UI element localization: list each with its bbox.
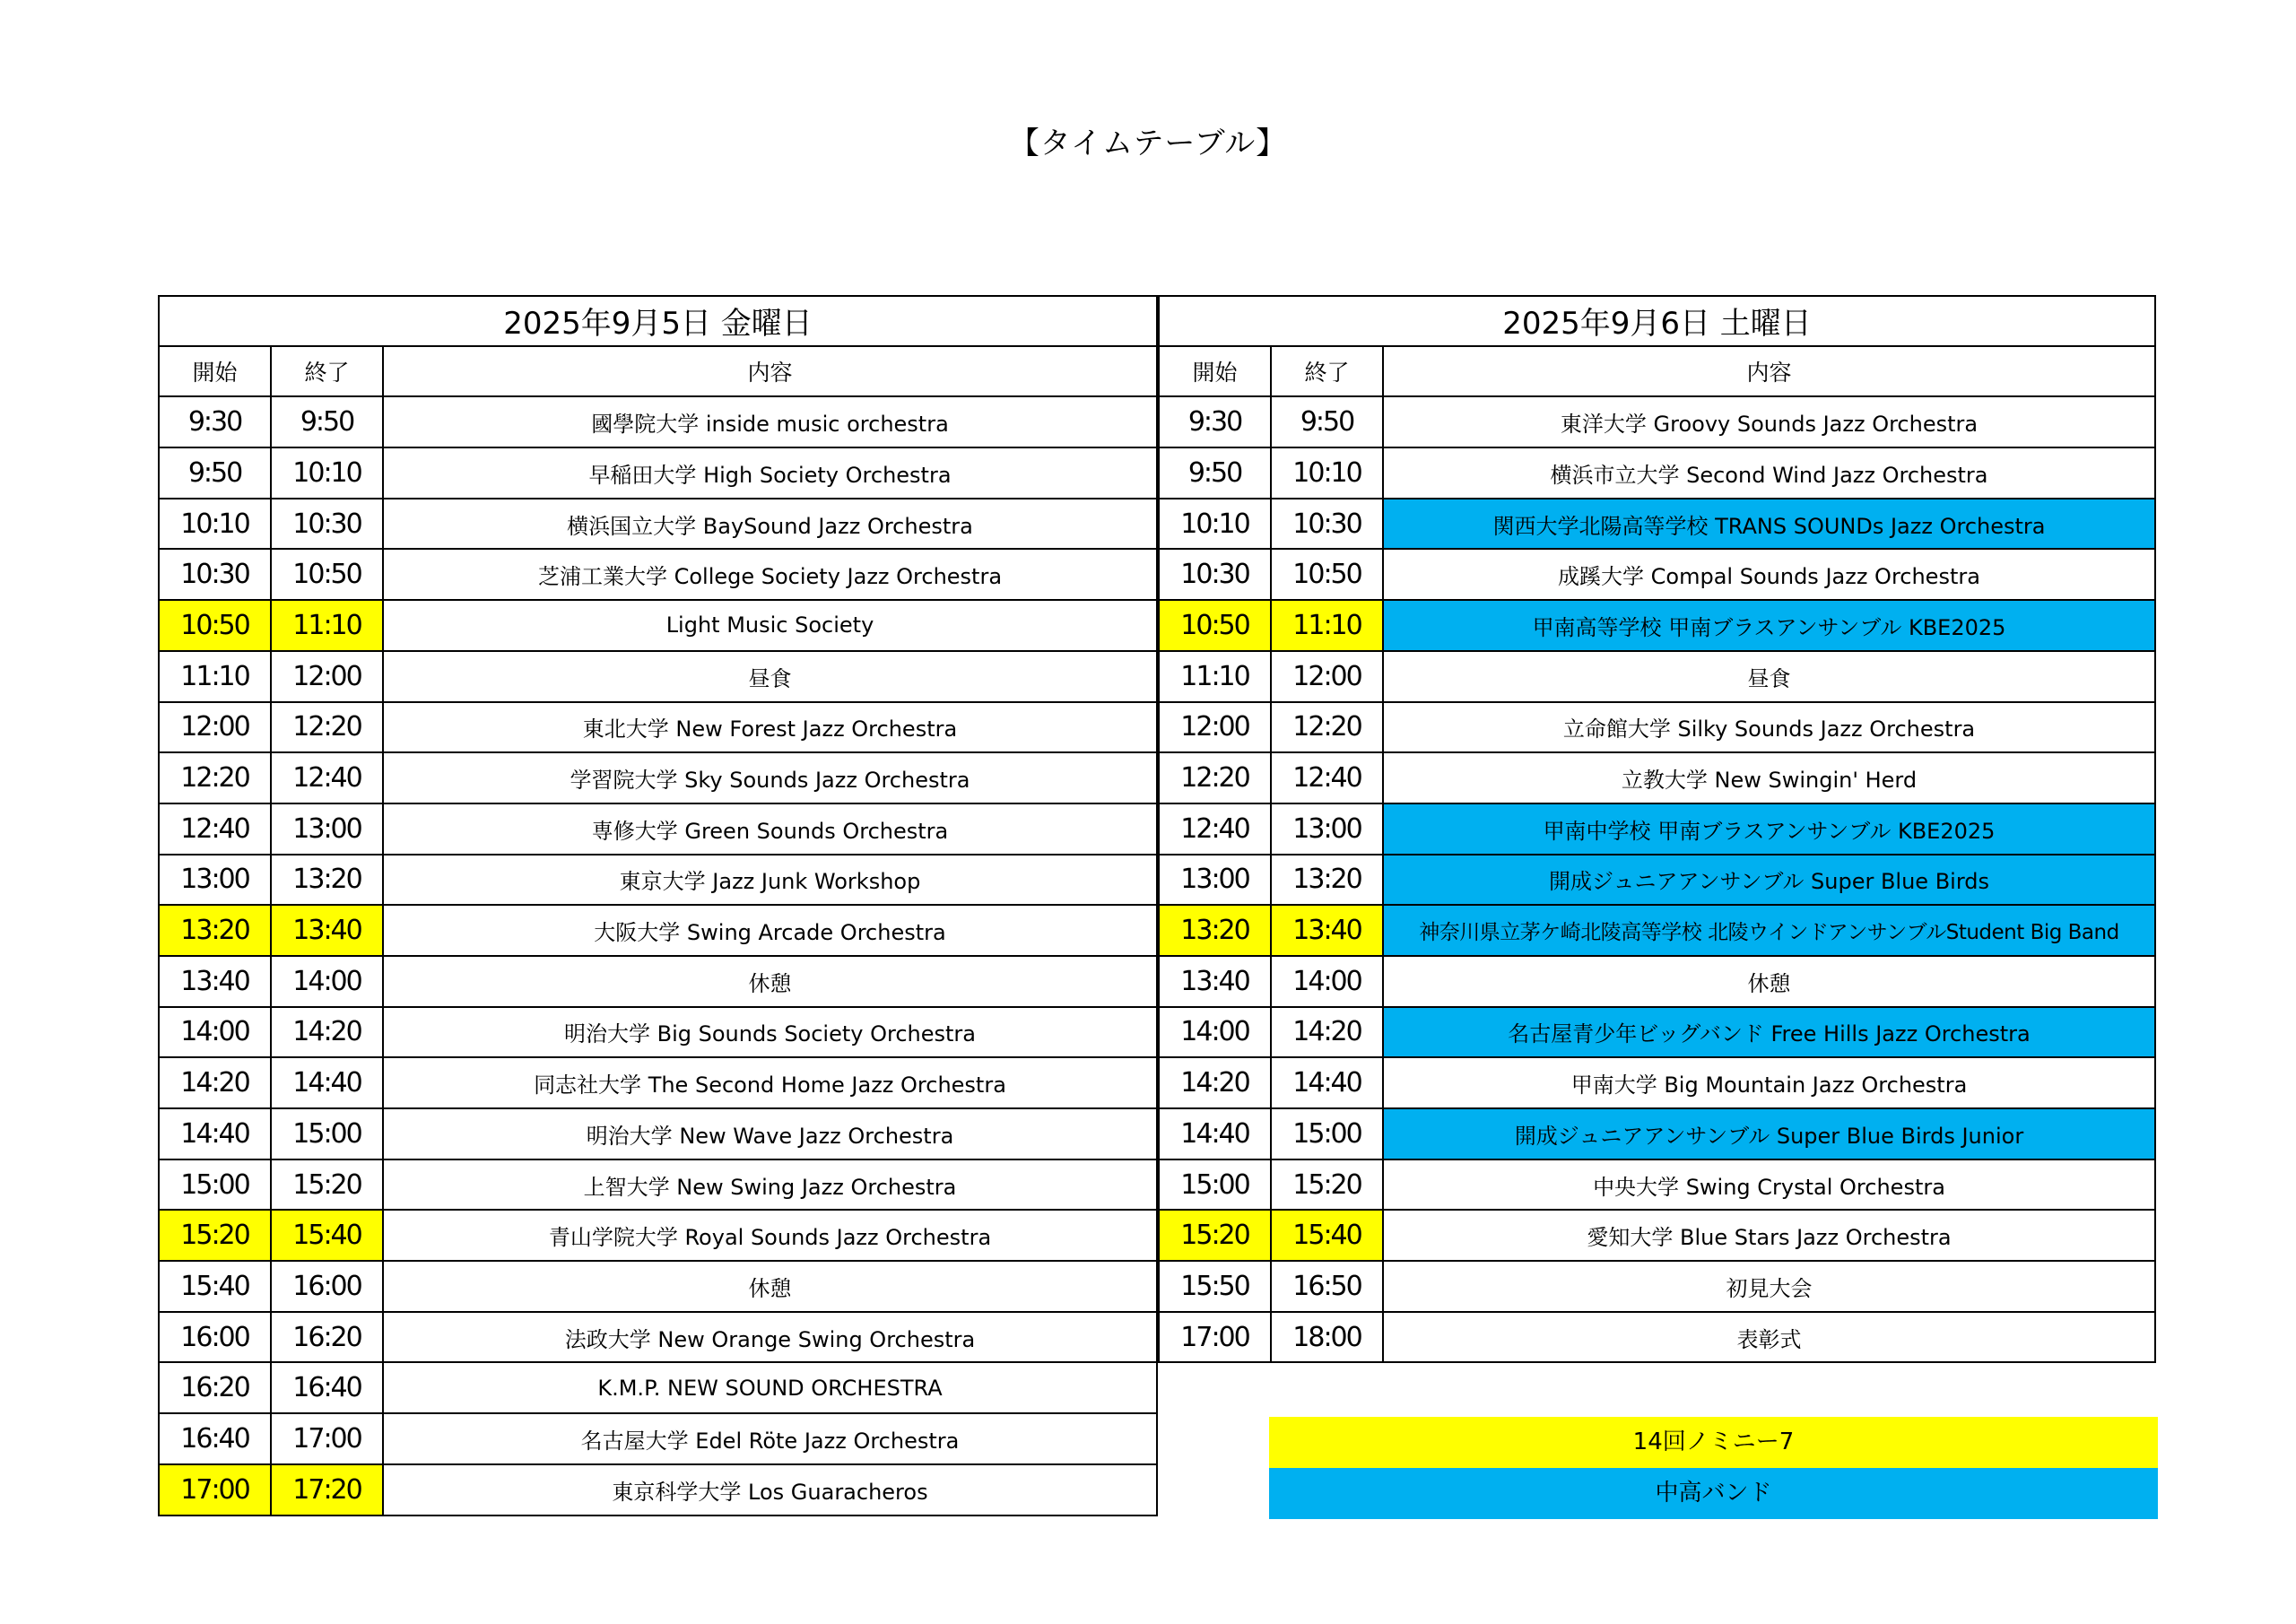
table-row — [159, 1362, 1157, 1413]
table-row — [159, 855, 1157, 906]
performer-cell: 甲南大学 Big Mountain Jazz Orchestra — [1383, 1057, 2155, 1108]
table-row — [159, 1413, 1157, 1464]
performer-cell: 立命館大学 Silky Sounds Jazz Orchestra — [1383, 702, 2155, 753]
table-row — [159, 1159, 1157, 1211]
start-time-cell: 13:40 — [1159, 956, 1271, 1007]
table-row — [1159, 1007, 2155, 1058]
performer-cell: 早稲田大学 High Society Orchestra — [383, 447, 1157, 499]
table-row — [1159, 396, 2155, 447]
performer-cell: 開成ジュニアアンサンブル Super Blue Birds Junior — [1383, 1108, 2155, 1159]
performer-cell: 芝浦工業大学 College Society Jazz Orchestra — [383, 549, 1157, 600]
end-time-cell: 13:20 — [1271, 855, 1383, 906]
start-time-cell: 17:00 — [1159, 1312, 1271, 1363]
table-row — [1159, 752, 2155, 803]
end-time-cell: 18:00 — [1271, 1312, 1383, 1363]
performer-cell: 表彰式 — [1383, 1312, 2155, 1363]
start-time-cell: 16:00 — [159, 1312, 271, 1363]
start-time-cell: 10:10 — [159, 499, 271, 550]
page-title: 【タイムテーブル】 — [1008, 126, 1288, 161]
end-time-cell: 12:40 — [1271, 752, 1383, 803]
table-row — [159, 752, 1157, 803]
start-time-cell: 9:30 — [1159, 396, 1271, 447]
performer-cell: 明治大学 Big Sounds Society Orchestra — [383, 1007, 1157, 1058]
end-time-cell: 13:40 — [271, 905, 383, 956]
table-row — [159, 549, 1157, 600]
start-time-cell: 12:40 — [159, 803, 271, 855]
start-time-cell: 13:20 — [1159, 905, 1271, 956]
start-time-cell: 14:40 — [159, 1108, 271, 1159]
content-column-header: 内容 — [383, 346, 1157, 397]
performer-cell: 東京大学 Jazz Junk Workshop — [383, 855, 1157, 906]
table-row — [159, 651, 1157, 702]
end-column-header: 終了 — [271, 346, 383, 397]
table-row — [1159, 651, 2155, 702]
end-time-cell: 10:30 — [1271, 499, 1383, 550]
performer-cell: 休憩 — [1383, 956, 2155, 1007]
start-time-cell: 10:10 — [1159, 499, 1271, 550]
start-time-cell: 12:20 — [159, 752, 271, 803]
end-time-cell: 12:20 — [271, 702, 383, 753]
performer-cell: 名古屋青少年ビッグバンド Free Hills Jazz Orchestra — [1383, 1007, 2155, 1058]
end-time-cell: 10:10 — [271, 447, 383, 499]
performer-cell: 昼食 — [1383, 651, 2155, 702]
end-time-cell: 14:00 — [271, 956, 383, 1007]
start-time-cell: 11:10 — [1159, 651, 1271, 702]
end-time-cell: 12:00 — [1271, 651, 1383, 702]
table-row — [1159, 447, 2155, 499]
start-time-cell: 16:20 — [159, 1362, 271, 1413]
end-time-cell: 15:40 — [1271, 1210, 1383, 1261]
table-row — [159, 1108, 1157, 1159]
content-column-header: 内容 — [1383, 346, 2155, 397]
end-time-cell: 14:00 — [1271, 956, 1383, 1007]
performer-cell: 神奈川県立茅ケ崎北陵高等学校 北陵ウインドアンサンブルStudent Big Band — [1383, 905, 2155, 956]
table-row — [159, 1007, 1157, 1058]
table-row — [159, 1312, 1157, 1363]
performer-cell: 休憩 — [383, 1261, 1157, 1312]
performer-cell: 法政大学 New Orange Swing Orchestra — [383, 1312, 1157, 1363]
table-row — [159, 447, 1157, 499]
performer-cell: 中央大学 Swing Crystal Orchestra — [1383, 1159, 2155, 1211]
table-row — [1159, 905, 2155, 956]
day1-timetable — [158, 295, 1158, 1516]
performer-cell: 開成ジュニアアンサンブル Super Blue Birds — [1383, 855, 2155, 906]
start-time-cell: 12:40 — [1159, 803, 1271, 855]
table-row — [1159, 549, 2155, 600]
start-time-cell: 13:00 — [1159, 855, 1271, 906]
performer-cell: 上智大学 New Swing Jazz Orchestra — [383, 1159, 1157, 1211]
table-row — [1159, 1210, 2155, 1261]
table-row — [159, 956, 1157, 1007]
end-time-cell: 10:50 — [1271, 549, 1383, 600]
table-row — [159, 396, 1157, 447]
end-time-cell: 10:10 — [1271, 447, 1383, 499]
performer-cell: 関西大学北陽高等学校 TRANS SOUNDs Jazz Orchestra — [1383, 499, 2155, 550]
start-time-cell: 15:20 — [159, 1210, 271, 1261]
end-time-cell: 16:00 — [271, 1261, 383, 1312]
end-time-cell: 12:20 — [1271, 702, 1383, 753]
end-column-header: 終了 — [1271, 346, 1383, 397]
performer-cell: 愛知大学 Blue Stars Jazz Orchestra — [1383, 1210, 2155, 1261]
performer-cell: 横浜国立大学 BaySound Jazz Orchestra — [383, 499, 1157, 550]
table-row — [159, 1210, 1157, 1261]
start-time-cell: 13:00 — [159, 855, 271, 906]
start-time-cell: 15:20 — [1159, 1210, 1271, 1261]
performer-cell: K.M.P. NEW SOUND ORCHESTRA — [383, 1362, 1157, 1413]
table-row — [1159, 803, 2155, 855]
performer-cell: 休憩 — [383, 956, 1157, 1007]
day2-timetable — [1158, 295, 2156, 1363]
start-time-cell: 15:00 — [159, 1159, 271, 1211]
day1-date-header: 2025年9月5日 金曜日 — [159, 296, 1157, 346]
end-time-cell: 13:00 — [271, 803, 383, 855]
start-time-cell: 17:00 — [159, 1464, 271, 1515]
performer-cell: 青山学院大学 Royal Sounds Jazz Orchestra — [383, 1210, 1157, 1261]
legend-school-band: 中高バンド — [1269, 1468, 2158, 1519]
start-time-cell: 15:50 — [1159, 1261, 1271, 1312]
start-time-cell: 10:30 — [159, 549, 271, 600]
start-column-header: 開始 — [159, 346, 271, 397]
end-time-cell: 11:10 — [1271, 600, 1383, 651]
end-time-cell: 15:20 — [1271, 1159, 1383, 1211]
end-time-cell: 9:50 — [1271, 396, 1383, 447]
day2-rows — [1159, 396, 2155, 1362]
end-time-cell: 14:20 — [271, 1007, 383, 1058]
performer-cell: 名古屋大学 Edel Röte Jazz Orchestra — [383, 1413, 1157, 1464]
end-time-cell: 15:40 — [271, 1210, 383, 1261]
start-time-cell: 12:00 — [1159, 702, 1271, 753]
performer-cell: Light Music Society — [383, 600, 1157, 651]
end-time-cell: 17:00 — [271, 1413, 383, 1464]
performer-cell: 東京科学大学 Los Guaracheros — [383, 1464, 1157, 1515]
end-time-cell: 9:50 — [271, 396, 383, 447]
end-time-cell: 12:40 — [271, 752, 383, 803]
table-row — [1159, 1312, 2155, 1363]
table-row — [1159, 499, 2155, 550]
table-row — [159, 905, 1157, 956]
table-row — [159, 600, 1157, 651]
performer-cell: 國學院大学 inside music orchestra — [383, 396, 1157, 447]
end-time-cell: 15:00 — [271, 1108, 383, 1159]
day1-rows — [159, 396, 1157, 1515]
performer-cell: 昼食 — [383, 651, 1157, 702]
table-row — [159, 499, 1157, 550]
start-time-cell: 15:40 — [159, 1261, 271, 1312]
end-time-cell: 13:00 — [1271, 803, 1383, 855]
table-row — [1159, 855, 2155, 906]
start-time-cell: 9:50 — [159, 447, 271, 499]
performer-cell: 立教大学 New Swingin' Herd — [1383, 752, 2155, 803]
end-time-cell: 12:00 — [271, 651, 383, 702]
table-row — [159, 1464, 1157, 1515]
table-row — [1159, 1159, 2155, 1211]
table-row — [1159, 1057, 2155, 1108]
end-time-cell: 14:40 — [271, 1057, 383, 1108]
performer-cell: 大阪大学 Swing Arcade Orchestra — [383, 905, 1157, 956]
performer-cell: 東北大学 New Forest Jazz Orchestra — [383, 702, 1157, 753]
start-time-cell: 14:20 — [1159, 1057, 1271, 1108]
table-row — [159, 702, 1157, 753]
performer-cell: 甲南高等学校 甲南ブラスアンサンブル KBE2025 — [1383, 600, 2155, 651]
end-time-cell: 17:20 — [271, 1464, 383, 1515]
start-time-cell: 11:10 — [159, 651, 271, 702]
legend-nominee: 14回ノミニー7 — [1269, 1417, 2158, 1468]
performer-cell: 初見大会 — [1383, 1261, 2155, 1312]
start-time-cell: 12:20 — [1159, 752, 1271, 803]
end-time-cell: 10:30 — [271, 499, 383, 550]
start-time-cell: 10:50 — [1159, 600, 1271, 651]
start-time-cell: 13:40 — [159, 956, 271, 1007]
performer-cell: 明治大学 New Wave Jazz Orchestra — [383, 1108, 1157, 1159]
day2-date-header: 2025年9月6日 土曜日 — [1159, 296, 2155, 346]
table-row — [1159, 702, 2155, 753]
table-row — [159, 1057, 1157, 1108]
end-time-cell: 14:20 — [1271, 1007, 1383, 1058]
table-row — [1159, 1261, 2155, 1312]
start-time-cell: 12:00 — [159, 702, 271, 753]
performer-cell: 専修大学 Green Sounds Orchestra — [383, 803, 1157, 855]
start-time-cell: 9:50 — [1159, 447, 1271, 499]
end-time-cell: 13:40 — [1271, 905, 1383, 956]
end-time-cell: 13:20 — [271, 855, 383, 906]
start-time-cell: 14:20 — [159, 1057, 271, 1108]
table-row — [1159, 1108, 2155, 1159]
end-time-cell: 11:10 — [271, 600, 383, 651]
end-time-cell: 10:50 — [271, 549, 383, 600]
end-time-cell: 16:20 — [271, 1312, 383, 1363]
start-time-cell: 9:30 — [159, 396, 271, 447]
end-time-cell: 16:40 — [271, 1362, 383, 1413]
start-time-cell: 10:30 — [1159, 549, 1271, 600]
start-time-cell: 14:40 — [1159, 1108, 1271, 1159]
performer-cell: 学習院大学 Sky Sounds Jazz Orchestra — [383, 752, 1157, 803]
start-column-header: 開始 — [1159, 346, 1271, 397]
performer-cell: 東洋大学 Groovy Sounds Jazz Orchestra — [1383, 396, 2155, 447]
performer-cell: 横浜市立大学 Second Wind Jazz Orchestra — [1383, 447, 2155, 499]
start-time-cell: 13:20 — [159, 905, 271, 956]
start-time-cell: 10:50 — [159, 600, 271, 651]
start-time-cell: 16:40 — [159, 1413, 271, 1464]
end-time-cell: 15:00 — [1271, 1108, 1383, 1159]
end-time-cell: 15:20 — [271, 1159, 383, 1211]
performer-cell: 成蹊大学 Compal Sounds Jazz Orchestra — [1383, 549, 2155, 600]
start-time-cell: 14:00 — [159, 1007, 271, 1058]
start-time-cell: 15:00 — [1159, 1159, 1271, 1211]
performer-cell: 甲南中学校 甲南ブラスアンサンブル KBE2025 — [1383, 803, 2155, 855]
performer-cell: 同志社大学 The Second Home Jazz Orchestra — [383, 1057, 1157, 1108]
color-legend — [1269, 1417, 2158, 1519]
start-time-cell: 14:00 — [1159, 1007, 1271, 1058]
table-row — [159, 803, 1157, 855]
table-row — [1159, 956, 2155, 1007]
end-time-cell: 16:50 — [1271, 1261, 1383, 1312]
table-row — [1159, 600, 2155, 651]
table-row — [159, 1261, 1157, 1312]
end-time-cell: 14:40 — [1271, 1057, 1383, 1108]
